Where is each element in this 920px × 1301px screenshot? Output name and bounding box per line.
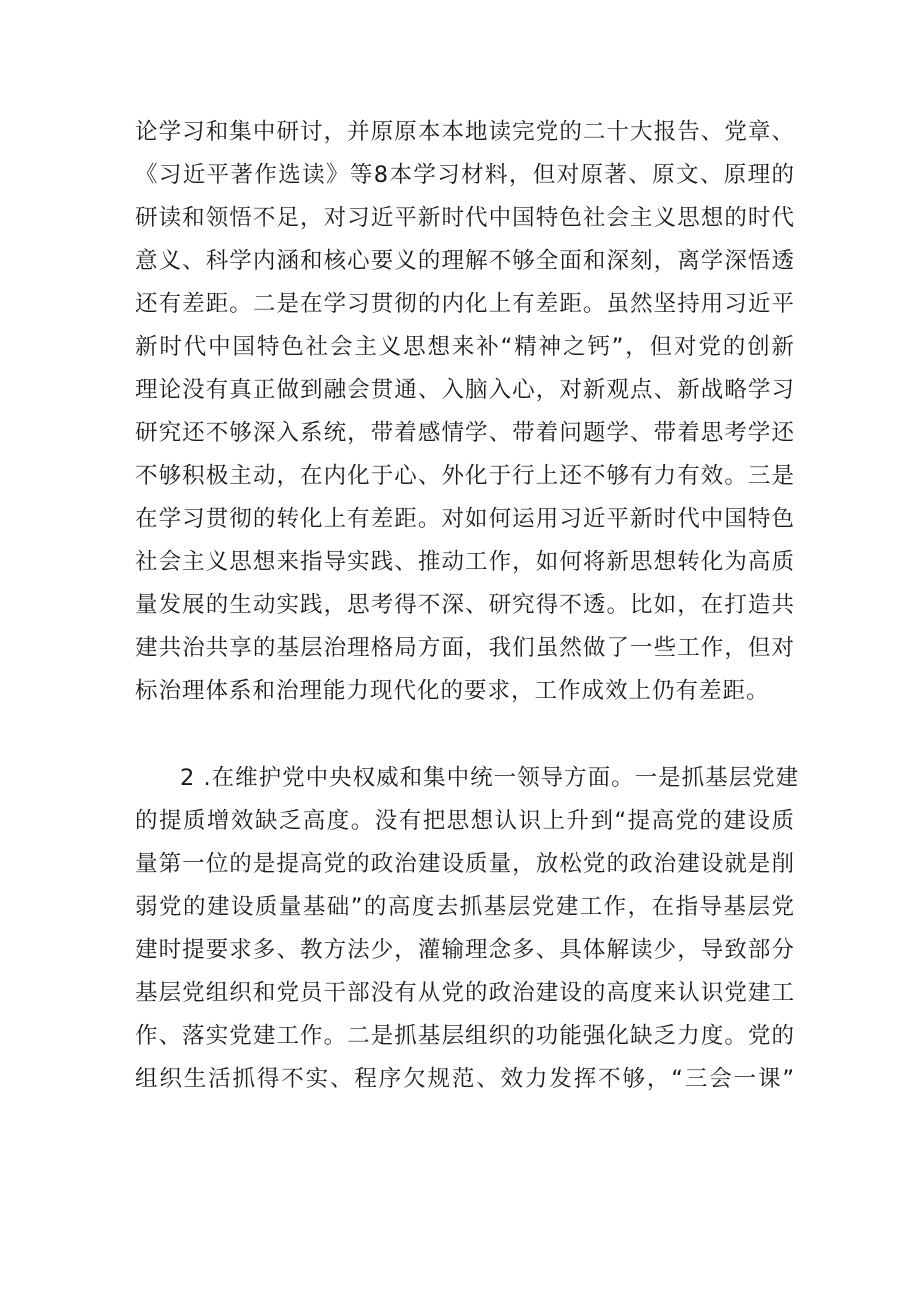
body-paragraph-2 [135,757,800,1101]
text-line: 新时代中国特色社会主义思想来补“精神之钙”，但对党的创新 [135,334,795,360]
text-line: 弱党的建设质量基础”的高度去抓基层党建工作，在指导基层党 [135,894,795,920]
text-line: 意义、科学内涵和核心要义的理解不够全面和深刻，离学深悟透 [135,248,795,274]
text-line: 建共治共享的基层治理格局方面，我们虽然做了一些工作，但对 [135,635,795,661]
text-line: 2 .在维护党中央权威和集中统一领导方面。一是抓基层党建 [180,765,800,791]
text-line: 的提质增效缺乏高度。没有把思想认识上升到“提高党的建设质 [135,808,795,834]
body-paragraph-1 [135,111,795,713]
text-line: 基层党组织和党员干部没有从党的政治建设的高度来认识党建工 [135,980,795,1006]
text-line: 理论没有真正做到融会贯通、入脑入心，对新观点、新战略学习 [135,377,795,403]
text-line: 作、落实党建工作。二是抓基层组织的功能强化缺乏力度。党的 [135,1023,795,1049]
text-line: 量发展的生动实践，思考得不深、研究得不透。比如，在打造共 [135,592,795,618]
text-line: 还有差距。二是在学习贯彻的内化上有差距。虽然坚持用习近平 [135,291,795,317]
text-line: 不够积极主动，在内化于心、外化于行上还不够有力有效。三是 [135,463,795,489]
text-line: 论学习和集中研讨，并原原本本地读完党的二十大报告、党章、 [135,119,795,145]
text-line: 研读和领悟不足，对习近平新时代中国特色社会主义思想的时代 [135,205,795,231]
text-line: 标治理体系和治理能力现代化的要求，工作成效上仍有差距。 [135,678,770,704]
text-line: 社会主义思想来指导实践、推动工作，如何将新思想转化为高质 [135,549,795,575]
text-line: 研究还不够深入系统，带着感情学、带着问题学、带着思考学还 [135,420,795,446]
text-line: 在学习贯彻的转化上有差距。对如何运用习近平新时代中国特色 [135,506,795,532]
text-line: 建时提要求多、教方法少，灌输理念多、具体解读少，导致部分 [135,937,795,963]
text-line: 组织生活抓得不实、程序欠规范、效力发挥不够，“三会一课” [135,1066,795,1092]
text-line: 《习近平著作选读》等8本学习材料，但对原著、原文、原理的 [135,162,795,188]
text-line: 量第一位的是提高党的政治建设质量，放松党的政治建设就是削 [135,851,795,877]
